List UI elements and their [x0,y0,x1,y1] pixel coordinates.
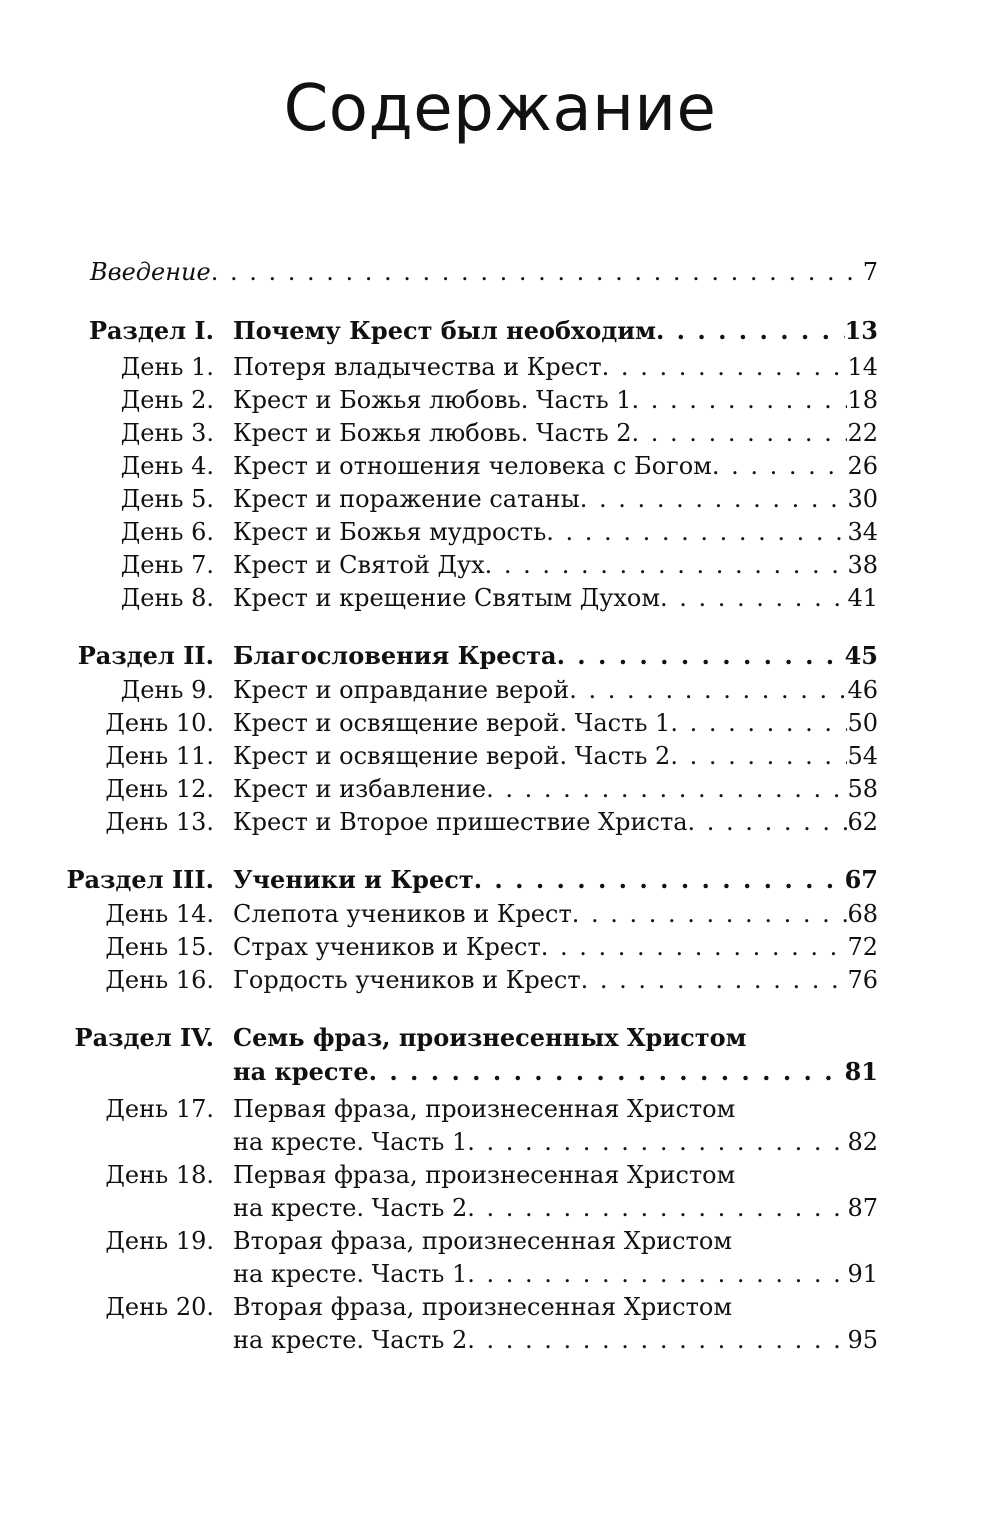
leader-dots [485,548,848,582]
toc-day-6[interactable] [0,515,1000,549]
day-page: 62 [847,808,878,836]
toc-day-18-cont[interactable] [0,1191,1000,1225]
section-label: Раздел IV. [74,1023,214,1052]
toc-day-18[interactable] [0,1158,1000,1192]
leader-dots [656,314,845,348]
day-title: Крест и поражение сатаны [233,485,580,513]
leader-dots [688,805,848,839]
toc-day-13[interactable] [0,805,1000,839]
day-title-line1: Вторая фраза, произнесенная Христом [233,1227,733,1255]
section-title: Ученики и Крест [233,865,474,894]
day-title-line2: на кресте. Часть 1 [233,1128,468,1156]
day-page: 46 [847,676,878,704]
toc-section-3[interactable] [0,863,1000,897]
day-title-line1: Вторая фраза, произнесенная Христом [233,1293,733,1321]
day-title: Крест и освящение верой. Часть 1 [233,709,671,737]
day-title: Крест и оправдание верой [233,676,570,704]
leader-dots [541,930,848,964]
toc-day-19-cont[interactable] [0,1257,1000,1291]
toc-day-11[interactable] [0,739,1000,773]
leader-dots [369,1055,845,1089]
toc-day-12[interactable] [0,772,1000,806]
section-page: 45 [844,641,878,670]
leader-dots [632,383,848,417]
leader-dots [670,739,847,773]
toc-section-4[interactable] [0,1021,1000,1055]
day-title: Крест и избавление [233,775,487,803]
day-page: 50 [847,709,878,737]
toc-day-20[interactable] [0,1290,1000,1324]
leader-dots [569,673,847,707]
day-page: 82 [847,1128,878,1156]
day-title: Крест и Божья мудрость [233,518,547,546]
section-page: 81 [844,1057,878,1086]
day-page: 22 [847,419,878,447]
day-page: 30 [847,485,878,513]
toc-day-2[interactable] [0,383,1000,417]
leader-dots [602,350,848,384]
day-page: 91 [847,1260,878,1288]
day-label: День 16. [105,966,214,994]
day-label: День 15. [105,933,214,961]
day-label: День 6. [120,518,214,546]
day-page: 14 [847,353,878,381]
toc-day-16[interactable] [0,963,1000,997]
day-label: День 18. [105,1161,214,1189]
toc-day-17-cont[interactable] [0,1125,1000,1159]
day-page: 68 [847,900,878,928]
leader-dots [467,1125,847,1159]
section-label: Раздел III. [66,865,214,894]
day-title: Крест и освящение верой. Часть 2 [233,742,671,770]
toc-section-2[interactable] [0,639,1000,673]
day-page: 58 [847,775,878,803]
day-title: Страх учеников и Крест [233,933,541,961]
day-label: День 5. [120,485,214,513]
day-title: Крест и Святой Дух [233,551,485,579]
section-page: 13 [844,316,878,345]
day-title: Слепота учеников и Крест [233,900,572,928]
section-label: Раздел I. [88,316,214,345]
day-label: День 9. [120,676,214,704]
day-title-line2: на кресте. Часть 1 [233,1260,468,1288]
toc-intro-page: 7 [862,258,878,286]
toc-section-1[interactable] [0,314,1000,348]
toc-intro[interactable] [0,255,1000,289]
day-title-line2: на кресте. Часть 2 [233,1326,468,1354]
day-page: 87 [847,1194,878,1222]
day-title: Крест и Божья любовь. Часть 2 [233,419,632,447]
toc-day-4[interactable] [0,449,1000,483]
day-label: День 8. [120,584,214,612]
day-label: День 2. [120,386,214,414]
section-label: Раздел II. [77,641,214,670]
section-title-line1: Семь фраз, произнесенных Христом [233,1023,747,1052]
day-label: День 14. [105,900,214,928]
day-title-line2: на кресте. Часть 2 [233,1194,468,1222]
leader-dots [670,706,847,740]
toc-day-10[interactable] [0,706,1000,740]
day-page: 95 [847,1326,878,1354]
toc-day-15[interactable] [0,930,1000,964]
day-label: День 20. [105,1293,214,1321]
day-title: Крест и Второе пришествие Христа [233,808,688,836]
toc-day-3[interactable] [0,416,1000,450]
toc-section-4-cont[interactable] [0,1055,1000,1089]
day-title: Гордость учеников и Крест [233,966,581,994]
leader-dots [467,1191,847,1225]
day-title: Крест и Божья любовь. Часть 1 [233,386,632,414]
leader-dots [474,863,845,897]
leader-dots [546,515,847,549]
day-title-line1: Первая фраза, произнесенная Христом [233,1095,736,1123]
day-page: 54 [847,742,878,770]
leader-dots [467,1323,847,1357]
day-page: 38 [847,551,878,579]
day-label: День 1. [120,353,214,381]
day-label: День 3. [120,419,214,447]
day-title: Крест и отношения человека с Богом [233,452,712,480]
toc-day-1[interactable] [0,350,1000,384]
section-title-line2: на кресте [233,1057,369,1086]
leader-dots [211,255,863,289]
section-title: Почему Крест был необходим [233,316,656,345]
day-label: День 4. [120,452,214,480]
day-page: 76 [847,966,878,994]
leader-dots [660,581,847,615]
day-page: 72 [847,933,878,961]
day-page: 41 [847,584,878,612]
toc-day-5[interactable] [0,482,1000,516]
day-title-line1: Первая фраза, произнесенная Христом [233,1161,736,1189]
day-label: День 17. [105,1095,214,1123]
toc-intro-title: Введение [90,258,211,286]
day-label: День 10. [105,709,214,737]
toc-day-19[interactable] [0,1224,1000,1258]
day-page: 34 [847,518,878,546]
toc-day-8[interactable] [0,581,1000,615]
day-label: День 19. [105,1227,214,1255]
toc-day-17[interactable] [0,1092,1000,1126]
toc-day-20-cont[interactable] [0,1323,1000,1357]
leader-dots [581,963,848,997]
day-label: День 12. [105,775,214,803]
toc-day-9[interactable] [0,673,1000,707]
section-page: 67 [844,865,878,894]
day-label: День 7. [120,551,214,579]
leader-dots [712,449,848,483]
page-title: Содержание [283,72,717,146]
leader-dots [580,482,848,516]
leader-dots [486,772,847,806]
day-label: День 11. [105,742,214,770]
toc-day-14[interactable] [0,897,1000,931]
day-page: 18 [847,386,878,414]
leader-dots [632,416,848,450]
day-title: Крест и крещение Святым Духом [233,584,660,612]
leader-dots [572,897,848,931]
toc-day-7[interactable] [0,548,1000,582]
day-label: День 13. [105,808,214,836]
section-title: Благословения Креста [233,641,557,670]
leader-dots [467,1257,847,1291]
day-title: Потеря владычества и Крест [233,353,602,381]
day-page: 26 [847,452,878,480]
leader-dots [557,639,845,673]
